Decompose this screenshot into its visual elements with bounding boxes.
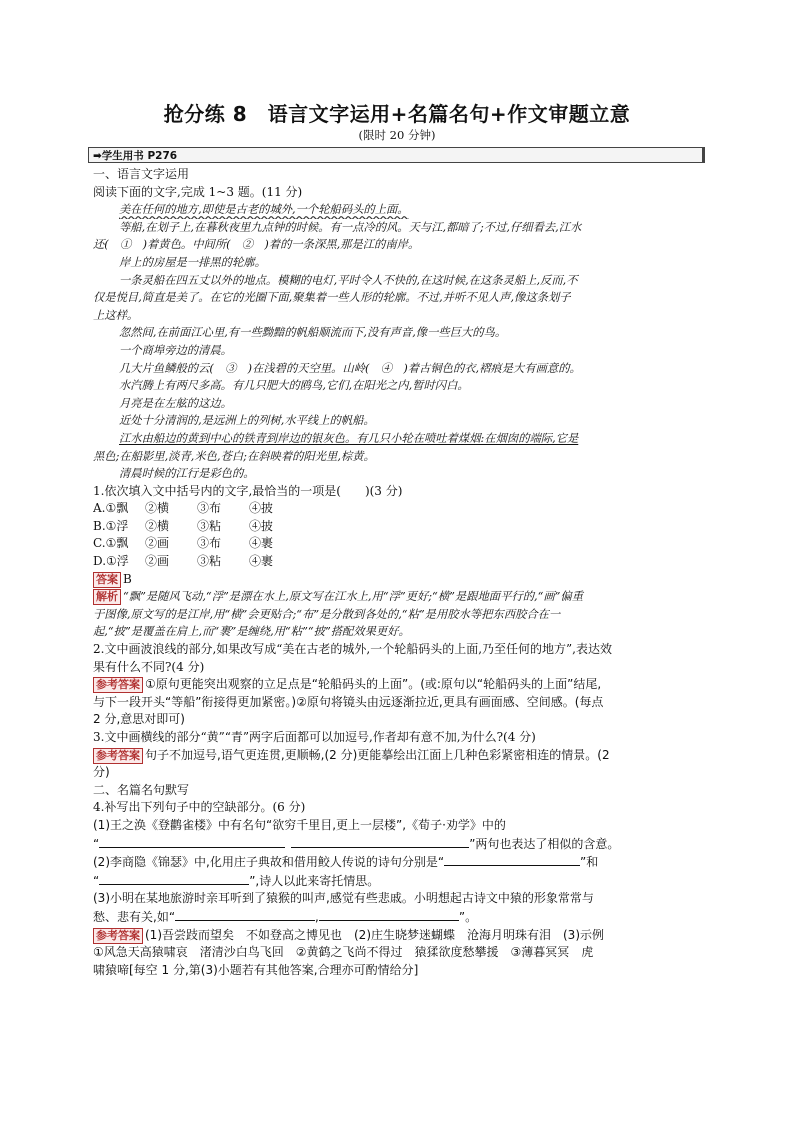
section-heading: 二、名篇名句默写 (93, 782, 190, 797)
passage-line: 上这样。 (93, 308, 139, 322)
fill-blank[interactable] (444, 853, 580, 866)
analysis-line: 于图像,原文写的是江岸,用“横”会更贴合;“布”是分散到各处的,“粘”是用胶水等把东西胶合在一 (93, 607, 561, 621)
underlined-sentence: 江水由船边的黄到中心的铁青到岸边的银灰色。有几只小轮在喷吐着煤烟:在烟囱的端际,它是 (119, 431, 579, 445)
option-d: D.①浮 ②画 ③粘 ④裹 (93, 554, 274, 569)
analysis-tag: 解析 (93, 589, 121, 605)
wavy-line-sentence: 美在任何的地方,即使是古老的城外,一个轮船码头的上面。 (119, 203, 409, 217)
answer-line: 2 分,意思对即可) (93, 712, 185, 727)
q4-part3: (3)小明在某地旅游时亲耳听到了猿猴的叫声,感觉有些悲戚。小明想起古诗文中猿的形象常常与 (93, 891, 594, 906)
answer-line: 与下一段开头“等船”衔接得更加紧密。)②原句将镜头由远逐渐拉近,更具有画面感、空间感。(每点 (93, 694, 604, 709)
reference-answer-tag: 参考答案 (93, 928, 143, 944)
passage-line: 一个商埠旁边的清晨。 (119, 343, 232, 357)
passage-line: 仅是悦目,简直是美了。在它的光圈下面,聚集着一些人形的轮廓。不过,并听不见人声,像这条划子 (93, 291, 571, 305)
answer-tag: 答案 (93, 572, 121, 588)
student-book-bar: ➡学生用书 P276 (88, 147, 705, 163)
content (93, 166, 699, 979)
q4-part1: (1)王之涣《登鹳雀楼》中有名句“欲穷千里目,更上一层楼”,《荀子·劝学》中的 (93, 817, 506, 832)
passage-line: 月亮是在左舷的这边。 (119, 396, 232, 410)
passage-line: 等船,在划子上,在暮秋夜里九点钟的时候。有一点冷的风。天与江,都暗了;不过,仔细看去,江水 (119, 220, 582, 234)
answer-1: 答案 B (93, 571, 699, 589)
q4-part1-cont: “ ”两句也表达了相似的含意。 (93, 836, 620, 851)
question-2-cont: 果有什么不同?(4 分) (93, 659, 205, 674)
answer-4: 参考答案 (1)吾尝跂而望矣 不如登高之博见也 (2)庄生晓梦迷蝴蝶 沧海月明珠有泪 (3)示例 (93, 927, 699, 945)
passage (93, 201, 699, 483)
reference-answer-tag: 参考答案 (93, 677, 143, 693)
answer-3: 参考答案 句子不加逗号,语气更连贯,更顺畅,(2 分)更能摹绘出江面上几种色彩紧密相连的情景。(2 (93, 747, 699, 765)
fill-blank[interactable] (175, 908, 315, 921)
question-3: 3.文中画横线的部分“黄”“青”两字后面都可以加逗号,作者却有意不加,为什么?(4 分) (93, 730, 536, 744)
answer-line: ①风急天高猿啸哀 渚清沙白鸟飞回 ②黄鹤之飞尚不得过 猿猱欲度愁攀援 ③薄暮冥冥 虎 (93, 945, 594, 960)
page-title: 抢分练 8 语言文字运用+名篇名句+作文审题立意 (163, 102, 631, 126)
question-4: 4.补写出下列句子中的空缺部分。(6 分) (93, 800, 306, 815)
option-b: B.①浮 ②横 ③粘 ④披 (93, 518, 274, 533)
reference-answer-tag: 参考答案 (93, 748, 143, 764)
section-heading: 一、语言文字运用 (93, 167, 190, 181)
fill-blank[interactable] (319, 908, 459, 921)
option-a: A.①飘 ②横 ③布 ④披 (93, 501, 274, 516)
answer-2: 参考答案 ①原句更能突出观察的立足点是“轮船码头的上面”。(或:原句以“轮船码头的上面”结尾, (93, 676, 699, 694)
analysis-1: 解析 “飘”是随风飞动,“浮”是漂在水上,原文写在江水上,用“浮”更好;“横”是跟地面平行的,“画”偏重 (93, 588, 699, 606)
q4-part2: (2)李商隐《锦瑟》中,化用庄子典故和借用鲛人传说的诗句分别是“ ”和 (93, 855, 599, 870)
answer-line: 啸猿啼[每空 1 分,第(3)小题若有其他答案,合理亦可酌情给分] (93, 962, 419, 977)
time-limit: (限时 20 分钟) (358, 128, 436, 142)
passage-line: 忽然间,在前面江心里,有一些黝黯的帆船顺流而下,没有声音,像一些巨大的鸟。 (119, 326, 507, 340)
question-2: 2.文中画波浪线的部分,如果改写成“美在古老的城外,一个轮船码头的上面,乃至任何的地方”,表达效 (93, 642, 612, 657)
passage-line: 还( ① )着黄色。中间所( ② )着的一条深黑,那是江的南岸。 (93, 238, 420, 252)
passage-line: 清晨时候的江行是彩色的。 (119, 467, 255, 481)
answer-line: 分) (93, 765, 110, 780)
passage-line: 岸上的房屋是一排黑的轮廓。 (119, 255, 266, 269)
passage-line: 近处十分清润的,是远洲上的列树,水平线上的帆船。 (119, 414, 375, 428)
fill-blank[interactable] (291, 835, 469, 848)
fill-blank[interactable] (99, 872, 249, 885)
passage-line: 黑色;在船影里,淡青,米色,苍白;在斜映着的阳光里,棕黄。 (93, 449, 375, 463)
question-1: 1.依次填入文中括号内的文字,最恰当的一项是( )(3 分) (93, 483, 403, 498)
passage-line: 水汽腾上有两尺多高。有几只肥大的鸥鸟,它们,在阳光之内,暂时闪白。 (119, 379, 469, 393)
reading-intro: 阅读下面的文字,完成 1~3 题。(11 分) (93, 184, 303, 199)
option-c: C.①飘 ②画 ③布 ④裹 (93, 536, 274, 551)
passage-line: 几大片鱼鳞般的云( ③ )在浅碧的天空里。山岭( ④ )着古铜色的衣,褶痕是大有画意的。 (119, 361, 581, 375)
q4-part3-cont: 愁、悲有关,如“ , ”。 (93, 909, 478, 924)
fill-blank[interactable] (99, 835, 285, 848)
passage-line: 一条灵船在四五丈以外的地点。模糊的电灯,平时令人不快的,在这时候,在这条灵船上,反而,不 (119, 273, 578, 287)
q4-part2-cont: “ ”,诗人以此来寄托情思。 (93, 873, 380, 888)
analysis-line: 起,“披”是覆盖在肩上,而“裹”是缠绕,用“粘”“披”搭配效果更好。 (93, 625, 410, 639)
